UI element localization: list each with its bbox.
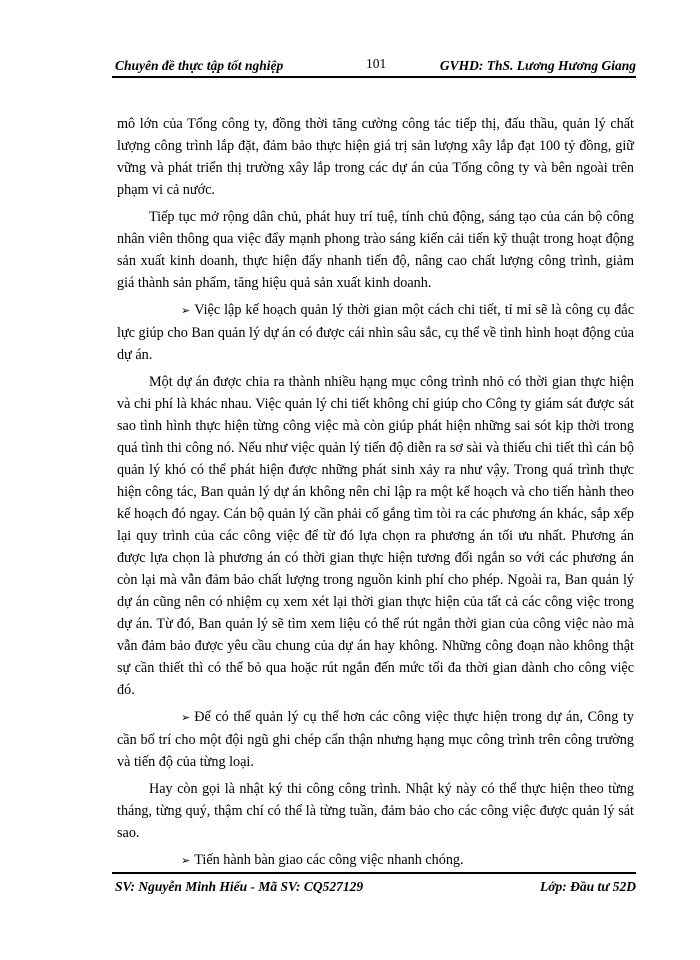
- page-header: [112, 56, 636, 76]
- bullet-text: Việc lập kế hoạch quản lý thời gian một cách chi tiết, tỉ mỉ sẽ là công cụ đắc lực giúp cho Ban quản lý dự án có được cái nhìn sâu sắc, cụ thể về tình hình hoạt động của dự án.: [117, 302, 634, 363]
- footer-class-info: Lớp: Đầu tư 52D: [540, 879, 636, 894]
- document-body: [117, 113, 634, 877]
- page-footer: [112, 879, 636, 899]
- header-document-title: Chuyên đề thực tập tốt nghiệp: [115, 58, 284, 73]
- paragraph: mô lớn của Tổng công ty, đồng thời tăng cường công tác tiếp thị, đấu thầu, quản lý chất lượng công trình lắp đặt, đảm bảo thực hiện giá trị sản lượng xây lắp đạt 100 tỷ đồng, giữ vững và phát triển thị trường xây lắp trong các dự án của Tổng công ty và bên ngoài trên phạm vi cả nước.: [117, 116, 634, 198]
- bullet-text: Tiến hành bàn giao các công việc nhanh chóng.: [194, 852, 464, 868]
- footer-student-info: SV: Nguyễn Minh Hiếu - Mã SV: CQ527129: [115, 879, 364, 894]
- bullet-paragraph: [117, 299, 634, 366]
- arrow-bullet-icon: ➢: [181, 711, 191, 724]
- header-supervisor: GVHD: ThS. Lương Hương Giang: [439, 58, 636, 73]
- paragraph: Tiếp tục mở rộng dân chủ, phát huy trí tuệ, tính chủ động, sáng tạo của cán bộ công nhân viên thông qua việc đẩy mạnh phong trào sáng kiến cải tiến kỹ thuật trong hoạt động sản xuất kinh doanh, thực hiện đẩy nhanh tiến độ, nâng cao chất lượng công trình, giảm giá thành sản phẩm, tăng hiệu quả sản xuất kinh doanh.: [117, 209, 634, 291]
- arrow-bullet-icon: ➢: [181, 854, 191, 867]
- footer-rule: [112, 872, 636, 874]
- page-number: 101: [366, 56, 387, 71]
- arrow-bullet-icon: ➢: [181, 304, 191, 317]
- bullet-paragraph: [117, 849, 634, 872]
- paragraph: Hay còn gọi là nhật ký thi công công trình. Nhật ký này có thể thực hiện theo từng tháng, từng quý, thậm chí có thể là từng tuần, đảm bảo cho các công việc được quản lý sát sao.: [117, 781, 634, 841]
- bullet-paragraph: [117, 706, 634, 773]
- paragraph: Một dự án được chia ra thành nhiều hạng mục công trình nhỏ có thời gian thực hiện và chi phí là khác nhau. Việc quản lý chi tiết không chỉ giúp cho Công ty giám sát được sát sao tình hình thực hiện từng công việc mà còn giúp phát hiện những sai sót kịp thời trong quá tình thi công nó. Nếu như việc quản lý tiến độ diễn ra sơ sài và thiếu chi tiết thì cán bộ quản lý khó có thể phát hiện được những phát sinh xảy ra như vậy. Trong quá trình thực hiện công tác, Ban quản lý dự án không nên chỉ lập ra một kế hoạch và cho tiến hành theo kế hoạch đó ngay. Cán bộ quản lý cần phải cố gắng tìm tòi ra các phương án khác, sắp xếp lại quy trình của các công việc để từ đó lựa chọn ra phương án tối ưu nhất. Phương án được lựa chọn là phương án có thời gian thực hiện tương đối ngắn so với các phương án còn lại mà vẫn đảm bảo chất lượng trong nguồn kinh phí cho phép. Ngoài ra, Ban quản lý dự án cũng nên có nhiệm cụ xem xét lại thời gian thực hiện của tất cả các công việc trong dự án. Từ đó, Ban quản lý sẽ tìm xem liệu có thể rút ngắn thời gian của công việc nào mà vẫn đảm bảo được yêu cầu chung của dự án hay không. Những công đoạn nào không thật sự cần thiết thì có thể bỏ qua hoặc rút ngắn đến mức tối đa thời gian dành cho công việc đó.: [117, 374, 634, 698]
- header-rule: [112, 76, 636, 78]
- bullet-text: Để có thể quản lý cụ thể hơn các công việc thực hiện trong dự án, Công ty cần bố trí cho một đội ngũ ghi chép cẩn thận nhưng hạng mục công trình trên công trường và tiến độ của từng loại.: [117, 709, 634, 770]
